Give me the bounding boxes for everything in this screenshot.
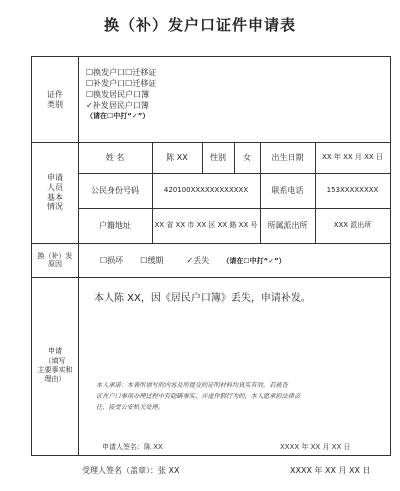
application-statement[interactable]: 本人陈 XX，因《居民户口簿》丢失，申请补发。 [94,293,311,304]
option-reissue-household-register[interactable]: ✓补发居民户口簿 [86,101,149,110]
option-exchange-household-register[interactable]: ☐换发居民户口簿 [86,90,150,99]
applicant-signature[interactable]: 申请人签名：陈 XX [102,443,163,451]
police-station-label: 所属派出所 [267,220,308,230]
checkbox-icon[interactable]: ☐ [86,90,94,99]
checkmark-icon[interactable]: ✓ [186,256,194,265]
option-damaged[interactable]: ☐损坏 [100,256,124,265]
dob-label: 出生日期 [271,152,304,162]
applicant-promise: 本人承诺：本表所填写的内容及所提交的证明材料均真实有效。若被查 证在户口事项办理过程中有隐瞒事实、弄虚作假行为的，本人愿承担法律责 任，接受公安机关处理。 [96,382,301,411]
checkbox-icon[interactable]: ☐ [86,68,94,77]
cert-type-options [86,67,156,122]
reason-label: 换（补）发 原因 [37,251,73,268]
application-reason-label: 申请 （填写 主要事实和 理由） [37,347,73,384]
option-lost[interactable]: ✓丢失 [186,256,210,265]
checkmark-icon[interactable]: ✓ [86,101,93,110]
police-station-value[interactable]: XXX 派出所 [333,221,372,230]
applicant-info-label: 申请 人员 基本 情况 [47,173,63,212]
id-number-label: 公民身份号码 [91,185,139,195]
reason-options [100,255,286,266]
receiver-date[interactable]: XXXX 年 XX 月 XX 日 [290,466,371,475]
option-exchange-migration-cert[interactable]: ☐换发户口☐迁移证 [86,68,157,77]
phone-label: 联系电话 [271,185,304,195]
id-number-value[interactable]: 420100XXXXXXXXXXXX [163,186,249,195]
receiver-signature[interactable]: 受理人签名（盖章）：张 XX [82,466,180,475]
row-divider [32,243,390,244]
checkbox-icon[interactable]: ☐ [100,256,108,265]
row-divider [32,277,390,278]
cert-type-label: 证件 类别 [47,89,63,109]
form-title: 换（补）发户口证件申请表 [103,16,296,34]
checkbox-icon[interactable]: ☐ [140,256,148,265]
phone-value[interactable]: 153XXXXXXXX [326,186,379,195]
name-value[interactable]: 陈 XX [166,152,188,162]
address-label: 户籍地址 [99,220,131,230]
application-date[interactable]: XXXX 年 XX 月 XX 日 [280,443,351,451]
application-form [31,56,391,456]
gender-label: 性别 [210,152,226,162]
column-divider [78,57,79,455]
gender-value[interactable]: 女 [243,152,251,162]
option-reissue-migration-cert[interactable]: ☐补发户口☐迁移证 [86,79,157,88]
address-value[interactable]: XX 省 XX 市 XX 区 XX 路 XX 号 [154,221,258,230]
checkbox-instruction: （请在☐中打“✓”） [222,257,286,265]
checkbox-icon[interactable]: ☐ [86,79,94,88]
dob-value[interactable]: XX 年 XX 月 XX 日 [322,153,383,162]
name-label: 姓 名 [105,152,125,162]
checkbox-instruction: （请在☐中打“✓”） [86,112,150,120]
option-expired[interactable]: ☐缓期 [140,256,164,265]
